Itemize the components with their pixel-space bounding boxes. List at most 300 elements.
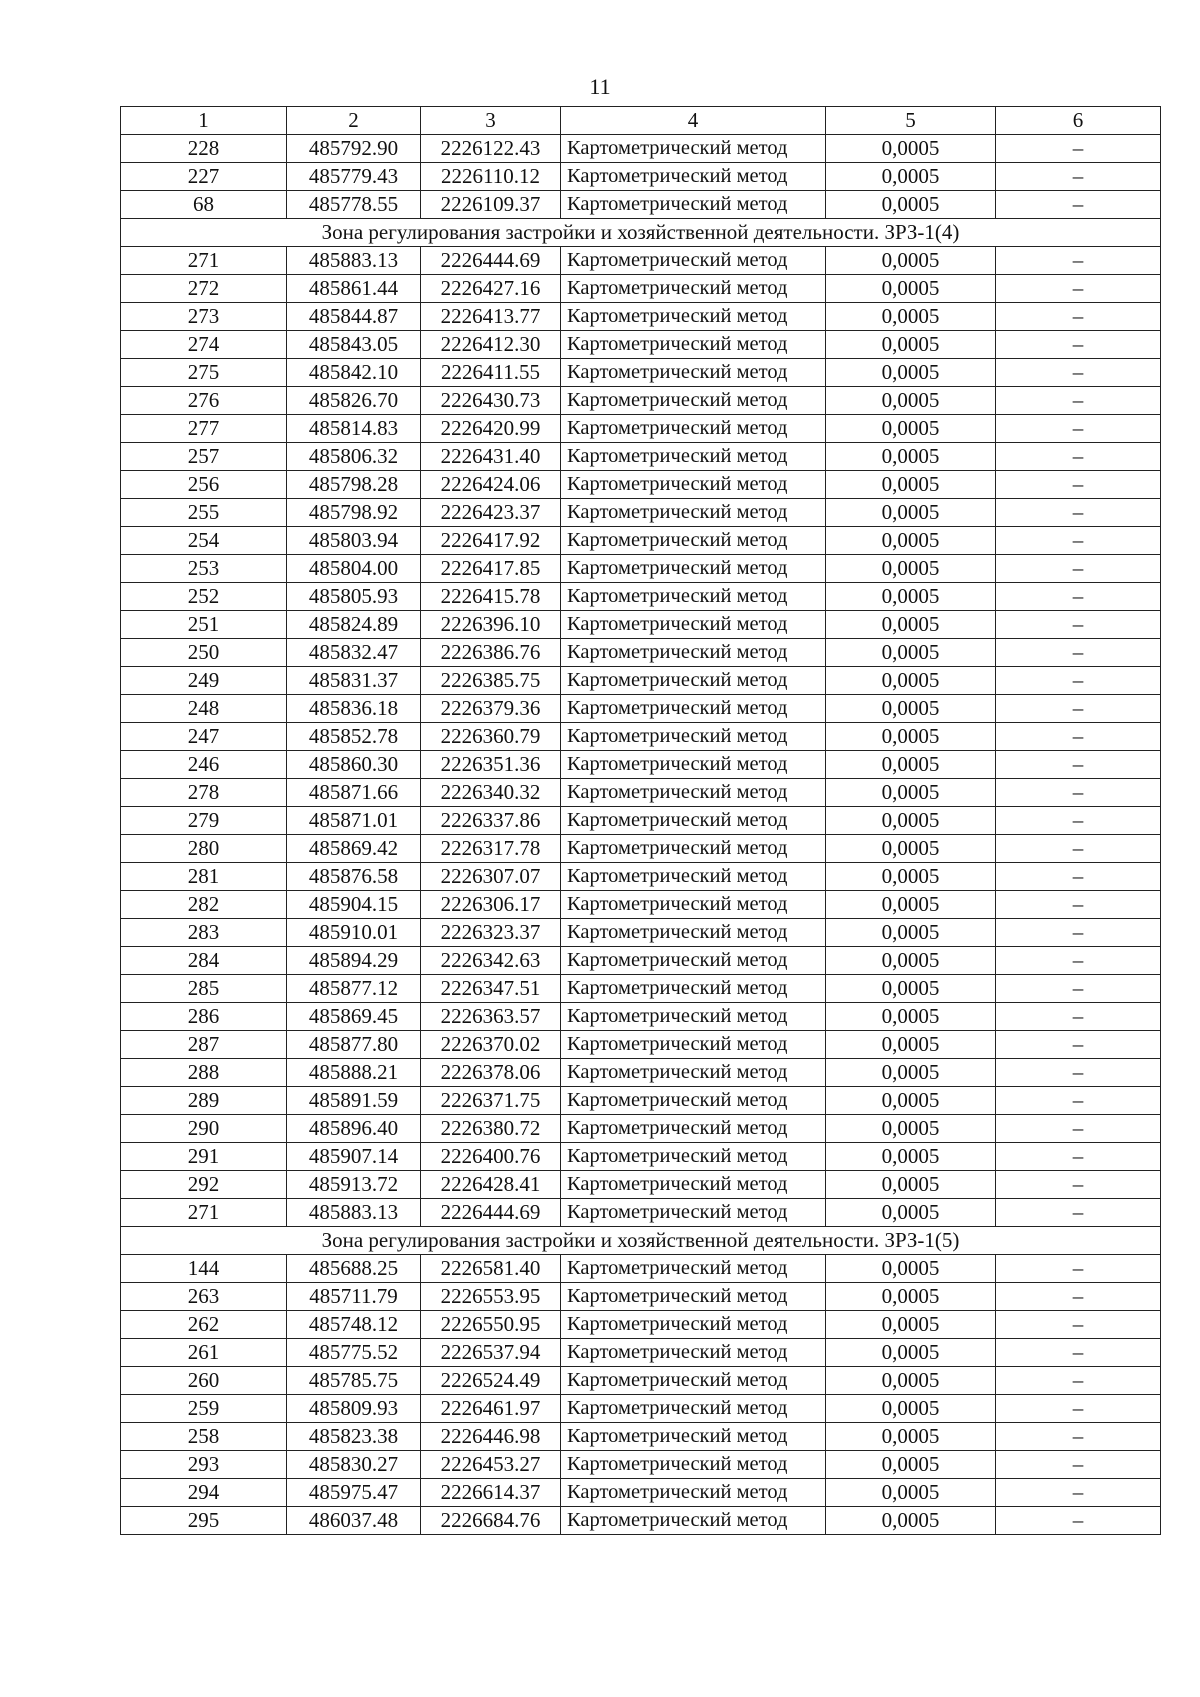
method-cell: Картометрический метод: [561, 975, 826, 1003]
coordinate-y: 2226424.06: [421, 471, 561, 499]
coordinate-y: 2226417.85: [421, 555, 561, 583]
precision-cell: 0,0005: [826, 667, 996, 695]
point-number: 259: [121, 1395, 287, 1423]
table-row: [121, 303, 1161, 331]
coordinate-y: 2226444.69: [421, 1199, 561, 1227]
table-row: [121, 1507, 1161, 1535]
coordinate-y: 2226351.36: [421, 751, 561, 779]
point-number: 144: [121, 1255, 287, 1283]
coordinate-y: 2226122.43: [421, 135, 561, 163]
method-cell: Картометрический метод: [561, 1143, 826, 1171]
coordinate-y: 2226411.55: [421, 359, 561, 387]
coordinate-x: 485711.79: [287, 1283, 421, 1311]
table-row: [121, 1171, 1161, 1199]
description-cell: –: [996, 807, 1161, 835]
precision-cell: 0,0005: [826, 527, 996, 555]
precision-cell: 0,0005: [826, 751, 996, 779]
method-cell: Картометрический метод: [561, 1311, 826, 1339]
precision-cell: 0,0005: [826, 275, 996, 303]
coordinate-x: 485871.01: [287, 807, 421, 835]
table-row: [121, 723, 1161, 751]
method-cell: Картометрический метод: [561, 1255, 826, 1283]
method-cell: Картометрический метод: [561, 1479, 826, 1507]
method-cell: Картометрический метод: [561, 1087, 826, 1115]
description-cell: –: [996, 1199, 1161, 1227]
coordinate-x: 485805.93: [287, 583, 421, 611]
point-number: 271: [121, 247, 287, 275]
table-row: [121, 1283, 1161, 1311]
description-cell: –: [996, 583, 1161, 611]
description-cell: –: [996, 1115, 1161, 1143]
precision-cell: 0,0005: [826, 471, 996, 499]
point-number: 277: [121, 415, 287, 443]
description-cell: –: [996, 499, 1161, 527]
coordinate-x: 485860.30: [287, 751, 421, 779]
precision-cell: 0,0005: [826, 331, 996, 359]
coordinate-x: 485883.13: [287, 1199, 421, 1227]
coordinate-y: 2226307.07: [421, 863, 561, 891]
description-cell: –: [996, 387, 1161, 415]
description-cell: –: [996, 1283, 1161, 1311]
coordinate-y: 2226342.63: [421, 947, 561, 975]
header-cell-6: 6: [996, 107, 1161, 135]
point-number: 273: [121, 303, 287, 331]
coordinate-y: 2226524.49: [421, 1367, 561, 1395]
coordinate-y: 2226423.37: [421, 499, 561, 527]
coordinate-x: 485913.72: [287, 1171, 421, 1199]
point-number: 261: [121, 1339, 287, 1367]
description-cell: –: [996, 1423, 1161, 1451]
description-cell: –: [996, 359, 1161, 387]
precision-cell: 0,0005: [826, 1507, 996, 1535]
method-cell: Картометрический метод: [561, 1031, 826, 1059]
precision-cell: 0,0005: [826, 1143, 996, 1171]
point-number: 250: [121, 639, 287, 667]
point-number: 68: [121, 191, 287, 219]
method-cell: Картометрический метод: [561, 1199, 826, 1227]
precision-cell: 0,0005: [826, 835, 996, 863]
coordinate-x: 485836.18: [287, 695, 421, 723]
coordinate-y: 2226614.37: [421, 1479, 561, 1507]
table-row: [121, 1115, 1161, 1143]
method-cell: Картометрический метод: [561, 1367, 826, 1395]
table-row: [121, 1451, 1161, 1479]
coordinate-y: 2226400.76: [421, 1143, 561, 1171]
description-cell: –: [996, 835, 1161, 863]
method-cell: Картометрический метод: [561, 443, 826, 471]
coordinate-x: 485910.01: [287, 919, 421, 947]
precision-cell: 0,0005: [826, 1059, 996, 1087]
table-row: [121, 583, 1161, 611]
point-number: 293: [121, 1451, 287, 1479]
method-cell: Картометрический метод: [561, 499, 826, 527]
point-number: 281: [121, 863, 287, 891]
coordinate-x: 485891.59: [287, 1087, 421, 1115]
point-number: 292: [121, 1171, 287, 1199]
coordinate-y: 2226581.40: [421, 1255, 561, 1283]
method-cell: Картометрический метод: [561, 1115, 826, 1143]
coordinate-x: 485785.75: [287, 1367, 421, 1395]
precision-cell: 0,0005: [826, 1003, 996, 1031]
method-cell: Картометрический метод: [561, 807, 826, 835]
section-title: Зона регулирования застройки и хозяйственной деятельности. ЗРЗ-1(4): [121, 219, 1161, 247]
table-row: [121, 247, 1161, 275]
table-row: [121, 471, 1161, 499]
precision-cell: 0,0005: [826, 1283, 996, 1311]
point-number: 262: [121, 1311, 287, 1339]
description-cell: –: [996, 1171, 1161, 1199]
coordinate-y: 2226684.76: [421, 1507, 561, 1535]
point-number: 291: [121, 1143, 287, 1171]
coordinate-x: 485844.87: [287, 303, 421, 331]
coordinate-y: 2226360.79: [421, 723, 561, 751]
precision-cell: 0,0005: [826, 1311, 996, 1339]
point-number: 271: [121, 1199, 287, 1227]
precision-cell: 0,0005: [826, 1367, 996, 1395]
description-cell: –: [996, 1395, 1161, 1423]
table-row: [121, 135, 1161, 163]
description-cell: –: [996, 471, 1161, 499]
coordinate-x: 485894.29: [287, 947, 421, 975]
point-number: 289: [121, 1087, 287, 1115]
point-number: 282: [121, 891, 287, 919]
table-row: [121, 1311, 1161, 1339]
section-row: [121, 219, 1161, 247]
precision-cell: 0,0005: [826, 807, 996, 835]
point-number: 255: [121, 499, 287, 527]
point-number: 285: [121, 975, 287, 1003]
table-row: [121, 1395, 1161, 1423]
table-row: [121, 863, 1161, 891]
table-row: [121, 919, 1161, 947]
page-number: 11: [589, 74, 611, 99]
table-row: [121, 611, 1161, 639]
table-row: [121, 1003, 1161, 1031]
coordinate-x: 485775.52: [287, 1339, 421, 1367]
point-number: 295: [121, 1507, 287, 1535]
coordinate-y: 2226417.92: [421, 527, 561, 555]
coordinate-y: 2226380.72: [421, 1115, 561, 1143]
description-cell: –: [996, 247, 1161, 275]
description-cell: –: [996, 1255, 1161, 1283]
coordinate-y: 2226317.78: [421, 835, 561, 863]
coordinate-y: 2226428.41: [421, 1171, 561, 1199]
coordinate-y: 2226430.73: [421, 387, 561, 415]
table-row: [121, 751, 1161, 779]
description-cell: –: [996, 1311, 1161, 1339]
description-cell: –: [996, 863, 1161, 891]
point-number: 228: [121, 135, 287, 163]
method-cell: Картометрический метод: [561, 247, 826, 275]
coordinate-x: 485876.58: [287, 863, 421, 891]
coordinate-x: 485806.32: [287, 443, 421, 471]
coordinate-x: 485888.21: [287, 1059, 421, 1087]
coordinate-x: 485904.15: [287, 891, 421, 919]
method-cell: Картометрический метод: [561, 387, 826, 415]
method-cell: Картометрический метод: [561, 723, 826, 751]
method-cell: Картометрический метод: [561, 191, 826, 219]
description-cell: –: [996, 163, 1161, 191]
method-cell: Картометрический метод: [561, 611, 826, 639]
table-row: [121, 835, 1161, 863]
coordinate-y: 2226385.75: [421, 667, 561, 695]
coordinate-y: 2226444.69: [421, 247, 561, 275]
precision-cell: 0,0005: [826, 443, 996, 471]
precision-cell: 0,0005: [826, 555, 996, 583]
coordinate-x: 485792.90: [287, 135, 421, 163]
coordinate-x: 485896.40: [287, 1115, 421, 1143]
precision-cell: 0,0005: [826, 779, 996, 807]
table-row: [121, 275, 1161, 303]
point-number: 258: [121, 1423, 287, 1451]
method-cell: Картометрический метод: [561, 1451, 826, 1479]
description-cell: –: [996, 723, 1161, 751]
description-cell: –: [996, 751, 1161, 779]
coordinate-x: 485688.25: [287, 1255, 421, 1283]
coordinate-y: 2226363.57: [421, 1003, 561, 1031]
point-number: 274: [121, 331, 287, 359]
coordinate-y: 2226412.30: [421, 331, 561, 359]
method-cell: Картометрический метод: [561, 1507, 826, 1535]
table-row: [121, 1059, 1161, 1087]
precision-cell: 0,0005: [826, 975, 996, 1003]
coordinate-x: 485803.94: [287, 527, 421, 555]
description-cell: –: [996, 1339, 1161, 1367]
precision-cell: 0,0005: [826, 1451, 996, 1479]
precision-cell: 0,0005: [826, 919, 996, 947]
precision-cell: 0,0005: [826, 1339, 996, 1367]
coordinate-x: 485883.13: [287, 247, 421, 275]
description-cell: –: [996, 1031, 1161, 1059]
point-number: 279: [121, 807, 287, 835]
coordinate-y: 2226431.40: [421, 443, 561, 471]
coordinate-x: 485871.66: [287, 779, 421, 807]
method-cell: Картометрический метод: [561, 303, 826, 331]
coordinate-y: 2226306.17: [421, 891, 561, 919]
coordinate-y: 2226553.95: [421, 1283, 561, 1311]
coordinate-y: 2226420.99: [421, 415, 561, 443]
coordinate-x: 485824.89: [287, 611, 421, 639]
precision-cell: 0,0005: [826, 1255, 996, 1283]
precision-cell: 0,0005: [826, 1031, 996, 1059]
method-cell: Картометрический метод: [561, 527, 826, 555]
coordinate-y: 2226427.16: [421, 275, 561, 303]
precision-cell: 0,0005: [826, 303, 996, 331]
table-row: [121, 443, 1161, 471]
description-cell: –: [996, 1087, 1161, 1115]
description-cell: –: [996, 891, 1161, 919]
point-number: 260: [121, 1367, 287, 1395]
description-cell: –: [996, 191, 1161, 219]
precision-cell: 0,0005: [826, 1115, 996, 1143]
table-body: [121, 107, 1161, 1535]
precision-cell: 0,0005: [826, 135, 996, 163]
method-cell: Картометрический метод: [561, 415, 826, 443]
description-cell: –: [996, 555, 1161, 583]
table-row: [121, 695, 1161, 723]
table-row: [121, 527, 1161, 555]
point-number: 254: [121, 527, 287, 555]
description-cell: –: [996, 135, 1161, 163]
table-row: [121, 1255, 1161, 1283]
description-cell: –: [996, 695, 1161, 723]
table-row: [121, 779, 1161, 807]
method-cell: Картометрический метод: [561, 919, 826, 947]
coordinate-x: 485814.83: [287, 415, 421, 443]
coordinate-y: 2226415.78: [421, 583, 561, 611]
point-number: 227: [121, 163, 287, 191]
precision-cell: 0,0005: [826, 639, 996, 667]
coordinate-y: 2226413.77: [421, 303, 561, 331]
method-cell: Картометрический метод: [561, 1283, 826, 1311]
method-cell: Картометрический метод: [561, 863, 826, 891]
section-row: [121, 1227, 1161, 1255]
method-cell: Картометрический метод: [561, 163, 826, 191]
coordinate-y: 2226386.76: [421, 639, 561, 667]
method-cell: Картометрический метод: [561, 779, 826, 807]
point-number: 283: [121, 919, 287, 947]
point-number: 288: [121, 1059, 287, 1087]
description-cell: –: [996, 1003, 1161, 1031]
method-cell: Картометрический метод: [561, 835, 826, 863]
header-cell-2: 2: [287, 107, 421, 135]
header-row: [121, 107, 1161, 135]
table-row: [121, 163, 1161, 191]
coordinate-y: 2226323.37: [421, 919, 561, 947]
precision-cell: 0,0005: [826, 1423, 996, 1451]
coordinate-x: 485798.92: [287, 499, 421, 527]
point-number: 252: [121, 583, 287, 611]
coordinate-x: 485830.27: [287, 1451, 421, 1479]
point-number: 294: [121, 1479, 287, 1507]
precision-cell: 0,0005: [826, 583, 996, 611]
point-number: 253: [121, 555, 287, 583]
table-row: [121, 1423, 1161, 1451]
description-cell: –: [996, 303, 1161, 331]
precision-cell: 0,0005: [826, 191, 996, 219]
method-cell: Картометрический метод: [561, 1423, 826, 1451]
coordinate-x: 485843.05: [287, 331, 421, 359]
point-number: 247: [121, 723, 287, 751]
precision-cell: 0,0005: [826, 1171, 996, 1199]
description-cell: –: [996, 1367, 1161, 1395]
description-cell: –: [996, 947, 1161, 975]
point-number: 278: [121, 779, 287, 807]
coordinate-x: 485869.45: [287, 1003, 421, 1031]
coordinate-x: 485975.47: [287, 1479, 421, 1507]
point-number: 256: [121, 471, 287, 499]
coordinate-x: 485823.38: [287, 1423, 421, 1451]
table-row: [121, 1143, 1161, 1171]
table-row: [121, 387, 1161, 415]
table-row: [121, 807, 1161, 835]
coordinate-y: 2226378.06: [421, 1059, 561, 1087]
coordinate-x: 485907.14: [287, 1143, 421, 1171]
coordinate-y: 2226446.98: [421, 1423, 561, 1451]
description-cell: –: [996, 1059, 1161, 1087]
point-number: 286: [121, 1003, 287, 1031]
precision-cell: 0,0005: [826, 415, 996, 443]
description-cell: –: [996, 443, 1161, 471]
coordinate-x: 485877.12: [287, 975, 421, 1003]
description-cell: –: [996, 527, 1161, 555]
coordinate-x: 485861.44: [287, 275, 421, 303]
description-cell: –: [996, 275, 1161, 303]
method-cell: Картометрический метод: [561, 1339, 826, 1367]
precision-cell: 0,0005: [826, 1479, 996, 1507]
method-cell: Картометрический метод: [561, 639, 826, 667]
point-number: 284: [121, 947, 287, 975]
description-cell: –: [996, 611, 1161, 639]
method-cell: Картометрический метод: [561, 331, 826, 359]
table-row: [121, 975, 1161, 1003]
method-cell: Картометрический метод: [561, 359, 826, 387]
coordinate-x: 485748.12: [287, 1311, 421, 1339]
description-cell: –: [996, 1507, 1161, 1535]
table-row: [121, 1479, 1161, 1507]
description-cell: –: [996, 919, 1161, 947]
precision-cell: 0,0005: [826, 863, 996, 891]
coordinate-x: 485832.47: [287, 639, 421, 667]
point-number: 290: [121, 1115, 287, 1143]
table-row: [121, 639, 1161, 667]
method-cell: Картометрический метод: [561, 1059, 826, 1087]
table-row: [121, 947, 1161, 975]
point-number: 263: [121, 1283, 287, 1311]
coordinate-y: 2226340.32: [421, 779, 561, 807]
description-cell: –: [996, 975, 1161, 1003]
point-number: 287: [121, 1031, 287, 1059]
header-cell-5: 5: [826, 107, 996, 135]
point-number: 257: [121, 443, 287, 471]
table-row: [121, 667, 1161, 695]
precision-cell: 0,0005: [826, 891, 996, 919]
method-cell: Картометрический метод: [561, 583, 826, 611]
method-cell: Картометрический метод: [561, 555, 826, 583]
coordinate-x: 485831.37: [287, 667, 421, 695]
method-cell: Картометрический метод: [561, 1395, 826, 1423]
coordinate-y: 2226109.37: [421, 191, 561, 219]
precision-cell: 0,0005: [826, 247, 996, 275]
precision-cell: 0,0005: [826, 1087, 996, 1115]
coordinates-table: [120, 106, 1161, 1535]
table-row: [121, 1199, 1161, 1227]
precision-cell: 0,0005: [826, 499, 996, 527]
point-number: 246: [121, 751, 287, 779]
section-title: Зона регулирования застройки и хозяйственной деятельности. ЗРЗ-1(5): [121, 1227, 1161, 1255]
description-cell: –: [996, 639, 1161, 667]
coordinate-x: 486037.48: [287, 1507, 421, 1535]
method-cell: Картометрический метод: [561, 275, 826, 303]
coordinate-y: 2226461.97: [421, 1395, 561, 1423]
table-row: [121, 499, 1161, 527]
point-number: 249: [121, 667, 287, 695]
description-cell: –: [996, 415, 1161, 443]
coordinate-y: 2226537.94: [421, 1339, 561, 1367]
precision-cell: 0,0005: [826, 163, 996, 191]
method-cell: Картометрический метод: [561, 947, 826, 975]
table-row: [121, 1031, 1161, 1059]
table-row: [121, 191, 1161, 219]
coordinate-x: 485804.00: [287, 555, 421, 583]
description-cell: –: [996, 667, 1161, 695]
method-cell: Картометрический метод: [561, 751, 826, 779]
precision-cell: 0,0005: [826, 387, 996, 415]
coordinate-y: 2226347.51: [421, 975, 561, 1003]
header-cell-3: 3: [421, 107, 561, 135]
table-row: [121, 359, 1161, 387]
coordinate-y: 2226396.10: [421, 611, 561, 639]
